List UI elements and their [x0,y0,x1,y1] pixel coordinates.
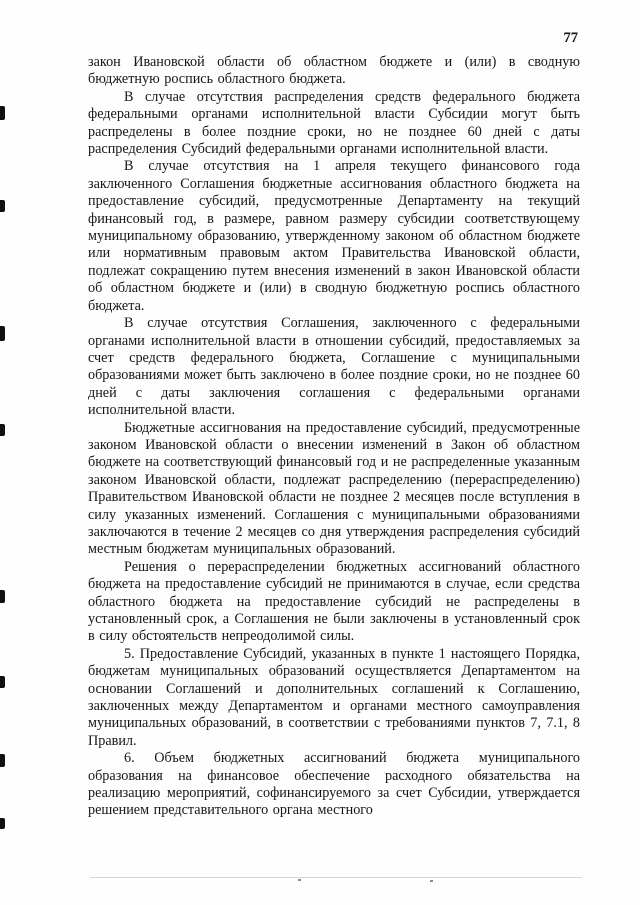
scan-artifact-mark [0,106,5,120]
page-number: 77 [563,30,578,46]
paragraph: В случае отсутствия на 1 апреля текущего финансового года заключенного Соглашения бюджетные ассигнования областного бюджета на предоставление субсидий, предусмотренные Департаменту на текущий финансовый год, в размере, равном размеру субсидии соответствующему муниципальному образованию, утвержденному законом об областном бюджете или нормативным правовым актом Правительства Ивановской области, подлежат сокращению путем внесения изменений в закон Ивановской области об областном бюджете и (или) в сводную бюджетную роспись областного бюджета. [88,158,580,314]
document-body [88,54,580,820]
scan-artifact-mark [0,424,5,436]
scan-artifact-mark [0,818,5,829]
scan-artifact-mark [0,590,5,603]
paragraph-item-5: 5. Предоставление Субсидий, указанных в пункте 1 настоящего Порядка, бюджетам муниципальных образований осуществляется Департаментом на основании Соглашений и дополнительных соглашений к Соглашению, заключенных между Департаментом и органами местного самоуправления муниципальных образований, в соответствии с требованиями пунктов 7, 7.1, 8 Правил. [88,645,580,749]
paragraph: Решения о перераспределении бюджетных ассигнований областного бюджета на предоставление субсидий не принимаются в случае, если средства областного бюджета на предоставление субсидий не распределены в установленный срок, а Соглашения не были заключены в установленный срок в силу обстоятельств непреодолимой силы. [88,558,580,645]
scan-artifact-mark [0,326,5,341]
scan-artifact-speck [298,879,301,881]
scan-artifact-line [90,877,582,878]
paragraph-item-6: 6. Объем бюджетных ассигнований бюджета муниципального образования на финансовое обеспечение расходного обязательства на реализацию мероприятий, софинансируемого за счет Субсидии, утверждается решением представительного органа местного [88,750,580,819]
paragraph: В случае отсутствия Соглашения, заключенного с федеральными органами исполнительной власти в отношении субсидий, предоставляемых за счет средств федерального бюджета, Соглашение с муниципальными образованиями может быть заключено в более поздние сроки, но не позднее 60 дней с даты заключения соглашения с федеральными органами исполнительной власти. [88,315,580,419]
scan-artifact-mark [0,676,5,688]
paragraph: В случае отсутствия распределения средств федерального бюджета федеральными органами исполнительной власти Субсидии могут быть распределены в более поздние сроки, но не позднее 60 дней с даты распределения Субсидий федеральными органами исполнительной власти. [88,88,580,158]
scan-artifact-speck [430,880,433,882]
paragraph-continuation: закон Ивановской области об областном бюджете и (или) в сводную бюджетную роспись областного бюджета. [88,54,580,88]
paragraph: Бюджетные ассигнования на предоставление субсидий, предусмотренные законом Ивановской области о внесении изменений в Закон об областном бюджете на соответствующий финансовый год и не распределенные указанным законом Ивановской области, подлежат распределению (перераспределению) Правительством Ивановской области не позднее 2 месяцев после вступления в силу указанных изменений. Соглашения с муниципальными образованиями заключаются в течение 2 месяцев со дня утверждения распределения субсидий местным бюджетам муниципальных образований. [88,419,580,558]
scan-artifact-mark [0,200,5,212]
scan-artifact-mark [0,754,5,767]
